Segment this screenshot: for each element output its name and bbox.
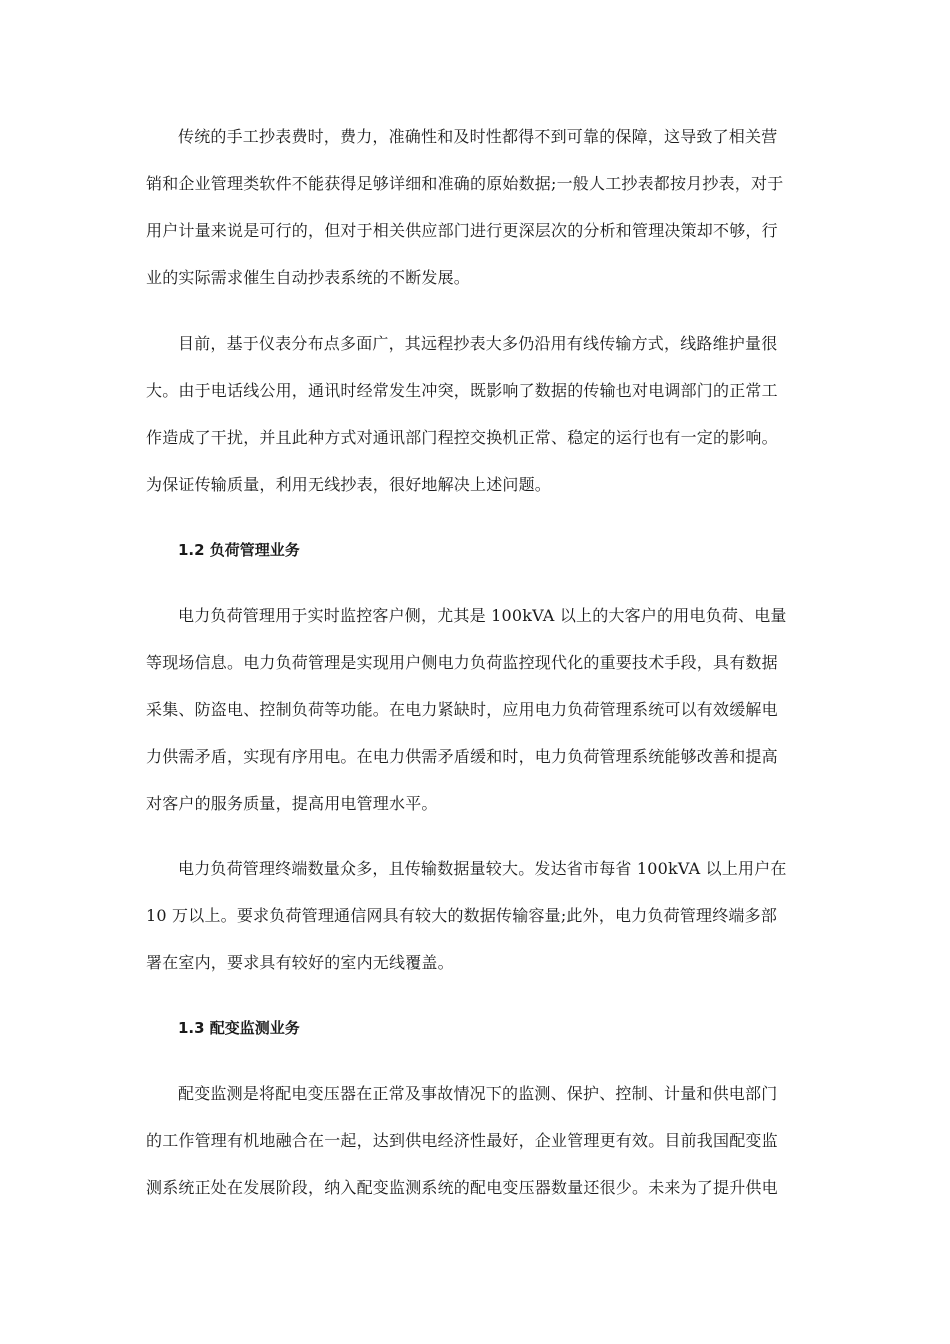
paragraph-transformer-monitoring — [146, 1070, 806, 1211]
paragraph-line: 的工作管理有机地融合在一起，达到供电经济性最好，企业管理更有效。目前我国配变监 — [146, 1131, 778, 1150]
paragraph-line: 署在室内，要求具有较好的室内无线覆盖。 — [146, 953, 454, 972]
paragraph-line: 目前，基于仪表分布点多面广，其远程抄表大多仍沿用有线传输方式，线路维护量很 — [178, 334, 778, 353]
paragraph-line: 力供需矛盾，实现有序用电。在电力供需矛盾缓和时，电力负荷管理系统能够改善和提高 — [146, 747, 778, 766]
paragraph-line: 电力负荷管理终端数量众多，且传输数据量较大。发达省市每省 100kVA 以上用户在 — [178, 859, 787, 878]
paragraph-line: 10 万以上。要求负荷管理通信网具有较大的数据传输容量;此外，电力负荷管理终端多部 — [146, 906, 778, 925]
paragraph-line: 为保证传输质量，利用无线抄表，很好地解决上述问题。 — [146, 475, 552, 494]
section-heading-load-management: 1.2 负荷管理业务 — [178, 541, 300, 559]
paragraph-line: 销和企业管理类软件不能获得足够详细和准确的原始数据;一般人工抄表都按月抄表，对于 — [146, 174, 784, 193]
paragraph-line: 作造成了干扰，并且此种方式对通讯部门程控交换机正常、稳定的运行也有一定的影响。 — [146, 428, 778, 447]
paragraph-line: 采集、防盗电、控制负荷等功能。在电力紧缺时，应用电力负荷管理系统可以有效缓解电 — [146, 700, 778, 719]
paragraph-load-terminals — [146, 845, 806, 986]
paragraph-line: 业的实际需求催生自动抄表系统的不断发展。 — [146, 268, 471, 287]
paragraph-line: 电力负荷管理用于实时监控客户侧，尤其是 100kVA 以上的大客户的用电负荷、电量 — [178, 606, 787, 625]
paragraph-line: 配变监测是将配电变压器在正常及事故情况下的监测、保护、控制、计量和供电部门 — [178, 1084, 778, 1103]
paragraph-line: 传统的手工抄表费时，费力，准确性和及时性都得不到可靠的保障，这导致了相关营 — [178, 127, 778, 146]
paragraph-line: 测系统正处在发展阶段，纳入配变监测系统的配电变压器数量还很少。未来为了提升供电 — [146, 1178, 778, 1197]
paragraph-line: 对客户的服务质量，提高用电管理水平。 — [146, 794, 438, 813]
paragraph-line: 大。由于电话线公用，通讯时经常发生冲突，既影响了数据的传输也对电调部门的正常工 — [146, 381, 778, 400]
paragraph-load-management — [146, 592, 806, 827]
paragraph-line: 等现场信息。电力负荷管理是实现用户侧电力负荷监控现代化的重要技术手段，具有数据 — [146, 653, 778, 672]
paragraph-manual-meter-reading — [146, 113, 806, 301]
section-heading-transformer-monitoring: 1.3 配变监测业务 — [178, 1019, 300, 1037]
paragraph-line: 用户计量来说是可行的，但对于相关供应部门进行更深层次的分析和管理决策却不够，行 — [146, 221, 778, 240]
paragraph-wired-transmission — [146, 320, 806, 508]
